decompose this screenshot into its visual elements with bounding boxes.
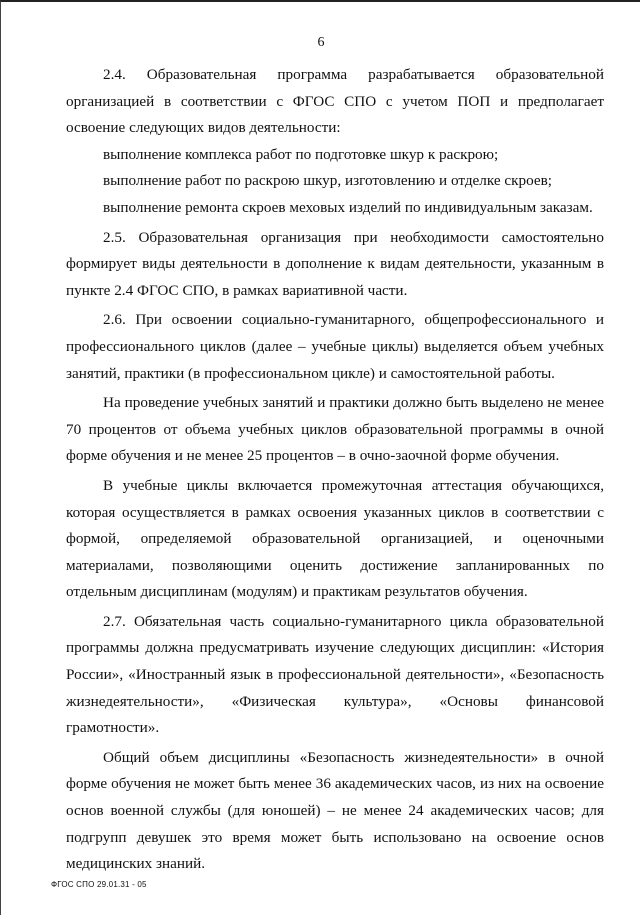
paragraph-study-hours: На проведение учебных занятий и практики должно быть выделено не менее 70 процентов от объема учебных циклов образовательной программы в очной форме обучения и не менее 25 процентов – в очно-заочной форме обучения. [66, 394, 604, 465]
page-number: 6 [317, 35, 325, 50]
paragraph-2-5: 2.5. Образовательная организация при необходимости самостоятельно формирует виды деятельности в дополнение к видам деятельности, указанным в пункте 2.4 ФГОС СПО, в рамках вариативной части. [66, 228, 604, 299]
document-footer-code: ФГОС СПО 29.01.31 - 05 [51, 880, 147, 889]
paragraph-2-4: 2.4. Образовательная программа разрабатывается образовательной организацией в соответствии с ФГОС СПО с учетом ПОП и предполагает освоение следующих видов деятельности: [66, 66, 604, 137]
paragraph-attestation: В учебные циклы включается промежуточная аттестация обучающихся, которая осуществляется в рамках освоения указанных циклов в соответствии с формой, определяемой образовательной организацией, и оценочными материалами, позволяющими оценить достижение запланированных по отдельным дисциплинам (модулям) и практикам результатов обучения. [66, 476, 604, 601]
activity-item-1: выполнение комплекса работ по подготовке шкур к раскрою; [103, 145, 499, 163]
activity-item-3: выполнение ремонта скроев меховых изделий по индивидуальным заказам. [103, 198, 593, 216]
paragraph-2-7: 2.7. Обязательная часть социально-гуманитарного цикла образовательной программы должна предусматривать изучение следующих дисциплин: «История России», «Иностранный язык в профессиональной деятельности», «Безопасность жизнедеятельности», «Физическая культура», «Основы финансовой грамотности». [66, 612, 604, 737]
activity-item-2: выполнение работ по раскрою шкур, изготовлению и отделке скроев; [103, 172, 553, 190]
paragraph-2-6: 2.6. При освоении социально-гуманитарного, общепрофессионального и профессионального циклов (далее – учебные циклы) выделяется объем учебных занятий, практики (в профессиональном цикле) и самостоятельной работы. [66, 311, 604, 382]
page-body [66, 62, 604, 878]
paragraph-life-safety: Общий объем дисциплины «Безопасность жизнедеятельности» в очной форме обучения не может быть менее 36 академических часов, из них на освоение основ военной службы (для юношей) – не менее 24 академических часов; для подгрупп девушек это время может быть использовано на освоение основ медицинских знаний. [66, 748, 604, 873]
